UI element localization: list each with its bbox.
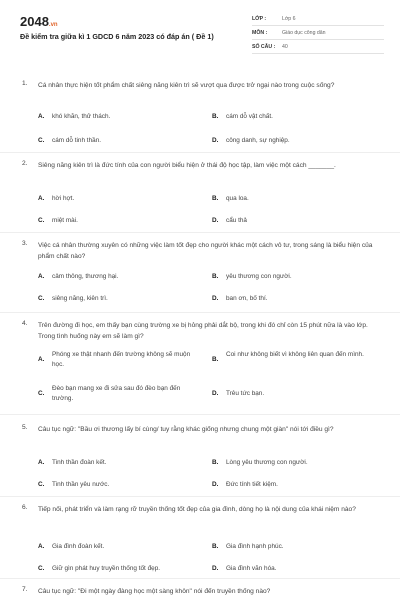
question-text: Câu tục ngữ: "Bầu ơi thương lấy bí cùng/ tuy rằng khác giống nhưng chung một giàn" nói tới điều gì?	[38, 426, 334, 433]
option-text: Gia đình văn hóa.	[226, 565, 277, 572]
option-text: Tinh thần đoàn kết.	[52, 459, 107, 466]
option-letter: C.	[38, 390, 45, 397]
option-letter: B.	[212, 273, 219, 280]
meta-row-subject	[252, 26, 384, 40]
option-text: cẩu thả	[226, 217, 247, 224]
question-divider	[0, 496, 400, 497]
option-text: yêu thương con người.	[226, 273, 292, 280]
option-a[interactable]	[38, 542, 192, 552]
option-text: Phóng xe thật nhanh đến trường không sẽ muộn học.	[52, 351, 191, 368]
question-text: Cá nhân thực hiện tốt phẩm chất siêng năng kiên trì sẽ vượt qua được trở ngại nào trong cuộc sống?	[38, 82, 335, 89]
option-b[interactable]	[212, 112, 366, 122]
option-d[interactable]	[212, 136, 366, 146]
question-number: 1.	[22, 80, 28, 87]
meta-key: MÔN :	[252, 29, 268, 36]
option-text: Trêu tức bạn.	[226, 390, 265, 397]
option-a[interactable]	[38, 350, 192, 370]
option-letter: D.	[212, 565, 219, 572]
option-a[interactable]	[38, 272, 192, 282]
option-letter: B.	[212, 543, 219, 550]
question-divider	[0, 414, 400, 415]
meta-row-class	[252, 12, 384, 26]
option-b[interactable]	[212, 194, 366, 204]
option-text: Đức tính tiết kiệm.	[226, 481, 278, 488]
option-letter: A.	[38, 273, 45, 280]
option-d[interactable]	[212, 389, 366, 399]
question-text: Tiếp nối, phát triển và làm rạng rỡ truyền thống tốt đẹp của gia đình, dòng họ là nội dung của khái niệm nào?	[38, 506, 356, 513]
option-letter: A.	[38, 543, 45, 550]
option-text: Tinh thần yêu nước.	[52, 481, 110, 488]
option-text: Coi như không biết vì không liên quan đến mình.	[226, 351, 364, 358]
option-text: khó khăn, thử thách.	[52, 113, 111, 120]
meta-value: 40	[282, 43, 288, 50]
document-title: Đề kiểm tra giữa kì 1 GDCD 6 năm 2023 có đáp án ( Đề 1)	[20, 32, 214, 41]
meta-table	[252, 12, 384, 54]
question-text: Trên đường đi học, em thấy bạn cùng trường xe bị hỏng phải dắt bộ, trong khi đó chỉ còn 15 phút nữa là vào lớp. Trong tình huống này em sẽ làm gì?	[38, 322, 368, 340]
question-divider	[0, 578, 400, 579]
option-a[interactable]	[38, 458, 192, 468]
question-divider	[0, 232, 400, 233]
option-letter: A.	[38, 113, 45, 120]
option-d[interactable]	[212, 564, 366, 574]
question-number: 5.	[22, 424, 28, 431]
option-text: qua loa.	[226, 195, 249, 202]
question-text: Siêng năng kiên trì là đức tính của con người biểu hiện ở thái độ học tập, làm việc một cách _______.	[38, 162, 336, 169]
option-letter: B.	[212, 356, 219, 363]
option-letter: B.	[212, 113, 219, 120]
option-letter: A.	[38, 459, 45, 466]
option-d[interactable]	[212, 480, 366, 490]
option-c[interactable]	[38, 136, 192, 146]
question-number: 6.	[22, 504, 28, 511]
option-letter: C.	[38, 565, 45, 572]
option-text: Đèo bạn mang xe đi sửa sau đó đèo bạn đến trường.	[52, 385, 181, 402]
option-a[interactable]	[38, 112, 192, 122]
option-text: cám dỗ vật chất.	[226, 113, 273, 120]
meta-key: SỐ CÂU :	[252, 43, 276, 50]
option-text: ban ơn, bố thí.	[226, 295, 268, 302]
option-letter: D.	[212, 217, 219, 224]
meta-value: Lớp 6	[282, 15, 296, 22]
option-b[interactable]	[212, 272, 366, 282]
question-divider	[0, 312, 400, 313]
option-letter: C.	[38, 481, 45, 488]
option-letter: B.	[212, 195, 219, 202]
option-text: siêng năng, kiên trì.	[52, 295, 108, 302]
option-a[interactable]	[38, 194, 192, 204]
option-text: Giữ gìn phát huy truyền thống tốt đẹp.	[52, 565, 161, 572]
logo-tld: .vn	[48, 22, 58, 28]
option-c[interactable]	[38, 564, 192, 574]
site-logo[interactable]	[20, 14, 58, 29]
option-text: hời hợt.	[52, 195, 75, 202]
question-text: Việc cá nhân thường xuyên có những việc làm tốt đẹp cho người khác một cách vô tư, trong sáng là biểu hiện của phẩm chất nào?	[38, 242, 373, 260]
option-text: Gia đình đoàn kết.	[52, 543, 105, 550]
option-letter: B.	[212, 459, 219, 466]
option-letter: D.	[212, 390, 219, 397]
option-text: cảm thông, thương hại.	[52, 273, 119, 280]
option-b[interactable]	[212, 542, 366, 552]
option-letter: D.	[212, 295, 219, 302]
question-text: Câu tục ngữ: "Đi một ngày đàng học một sàng khôn" nói đến truyền thống nào?	[38, 588, 271, 595]
option-letter: A.	[38, 356, 45, 363]
option-b[interactable]	[212, 458, 366, 468]
option-text: Lòng yêu thương con người.	[226, 459, 308, 466]
option-text: Gia đình hạnh phúc.	[226, 543, 284, 550]
meta-value: Giáo dục công dân	[282, 29, 326, 36]
option-d[interactable]	[212, 294, 366, 304]
question-number: 4.	[22, 320, 28, 327]
option-d[interactable]	[212, 216, 366, 226]
question-number: 2.	[22, 160, 28, 167]
option-c[interactable]	[38, 384, 192, 404]
question-divider	[0, 152, 400, 153]
option-text: cám dỗ tinh thần.	[52, 137, 102, 144]
option-letter: C.	[38, 137, 45, 144]
logo-text: 2048	[20, 14, 49, 29]
option-letter: C.	[38, 295, 45, 302]
question-number: 7.	[22, 586, 28, 593]
option-text: công danh, sự nghiệp.	[226, 137, 290, 144]
option-text: miệt mài.	[52, 217, 78, 224]
option-letter: D.	[212, 481, 219, 488]
option-c[interactable]	[38, 294, 192, 304]
option-letter: C.	[38, 217, 45, 224]
meta-key: LỚP :	[252, 15, 267, 22]
page-header	[0, 0, 400, 64]
option-letter: D.	[212, 137, 219, 144]
option-c[interactable]	[38, 480, 192, 490]
option-c[interactable]	[38, 216, 192, 226]
option-letter: A.	[38, 195, 45, 202]
question-number: 3.	[22, 240, 28, 247]
meta-row-count	[252, 40, 384, 54]
option-b[interactable]	[212, 350, 366, 365]
